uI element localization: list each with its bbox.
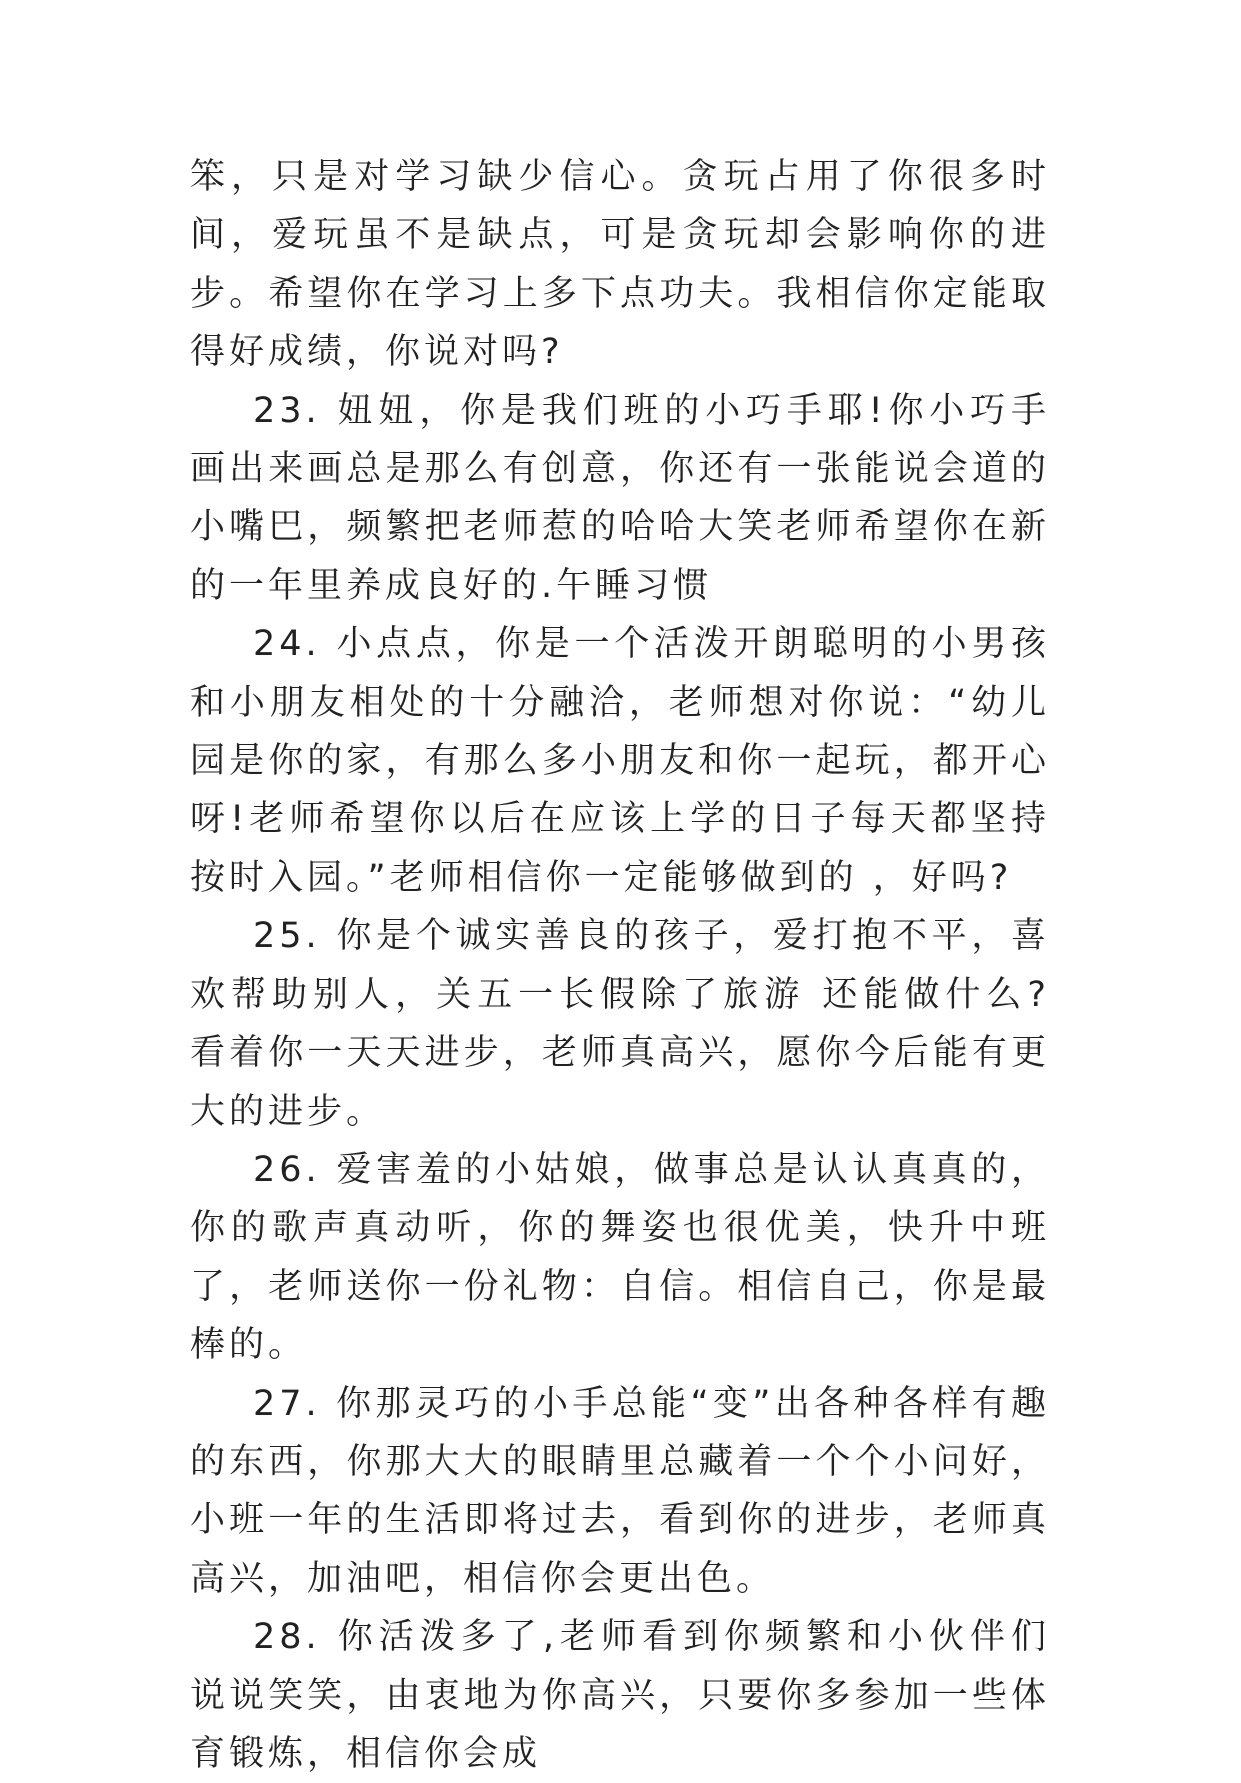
paragraph-item-25: 25. 你是个诚实善良的孩子，爱打抱不平，喜欢帮助别人，关五一长假除了旅游 还能做什么? 看着你一天天进步，老师真高兴，愿你今后能有更大的进步。 xyxy=(190,916,1050,1132)
paragraph-item-27: 27. 你那灵巧的小手总能“变”出各种各样有趣的东西，你那大大的眼睛里总藏着一个个小问好，小班一年的生活即将过去，看到你的进步，老师真高兴，加油吧，相信你会更出色。 xyxy=(190,1383,1050,1599)
paragraph-item-24: 24. 小点点，你是一个活泼开朗聪明的小男孩和小朋友相处的十分融洽，老师想对你说：“幼儿园是你的家，有那么多小朋友和你一起玩，都开心呀!老师希望你以后在应该上学的日子每天都坚持按时入园。”老师相信你一定能够做到的 ，好吗? xyxy=(190,624,1050,898)
document-body xyxy=(190,148,1050,1783)
paragraph-item-28: 28. 你活泼多了,老师看到你频繁和小伙伴们说说笑笑，由衷地为你高兴，只要你多参加一些体育锻炼，相信你会成 xyxy=(190,1617,1050,1774)
paragraph-continuation: 笨，只是对学习缺少信心。贪玩占用了你很多时间，爱玩虽不是缺点，可是贪玩却会影响你的进步。希望你在学习上多下点功夫。我相信你定能取得好成绩，你说对吗? xyxy=(190,157,1050,373)
paragraph-item-26: 26. 爱害羞的小姑娘，做事总是认认真真的，你的歌声真动听，你的舞姿也很优美，快升中班了，老师送你一份礼物：自信。相信自己，你是最棒的。 xyxy=(190,1149,1050,1366)
paragraph-item-23: 23. 妞妞，你是我们班的小巧手耶!你小巧手画出来画总是那么有创意，你还有一张能说会道的小嘴巴，频繁把老师惹的哈哈大笑老师希望你在新的一年里养成良好的.午睡习惯 xyxy=(190,390,1050,606)
